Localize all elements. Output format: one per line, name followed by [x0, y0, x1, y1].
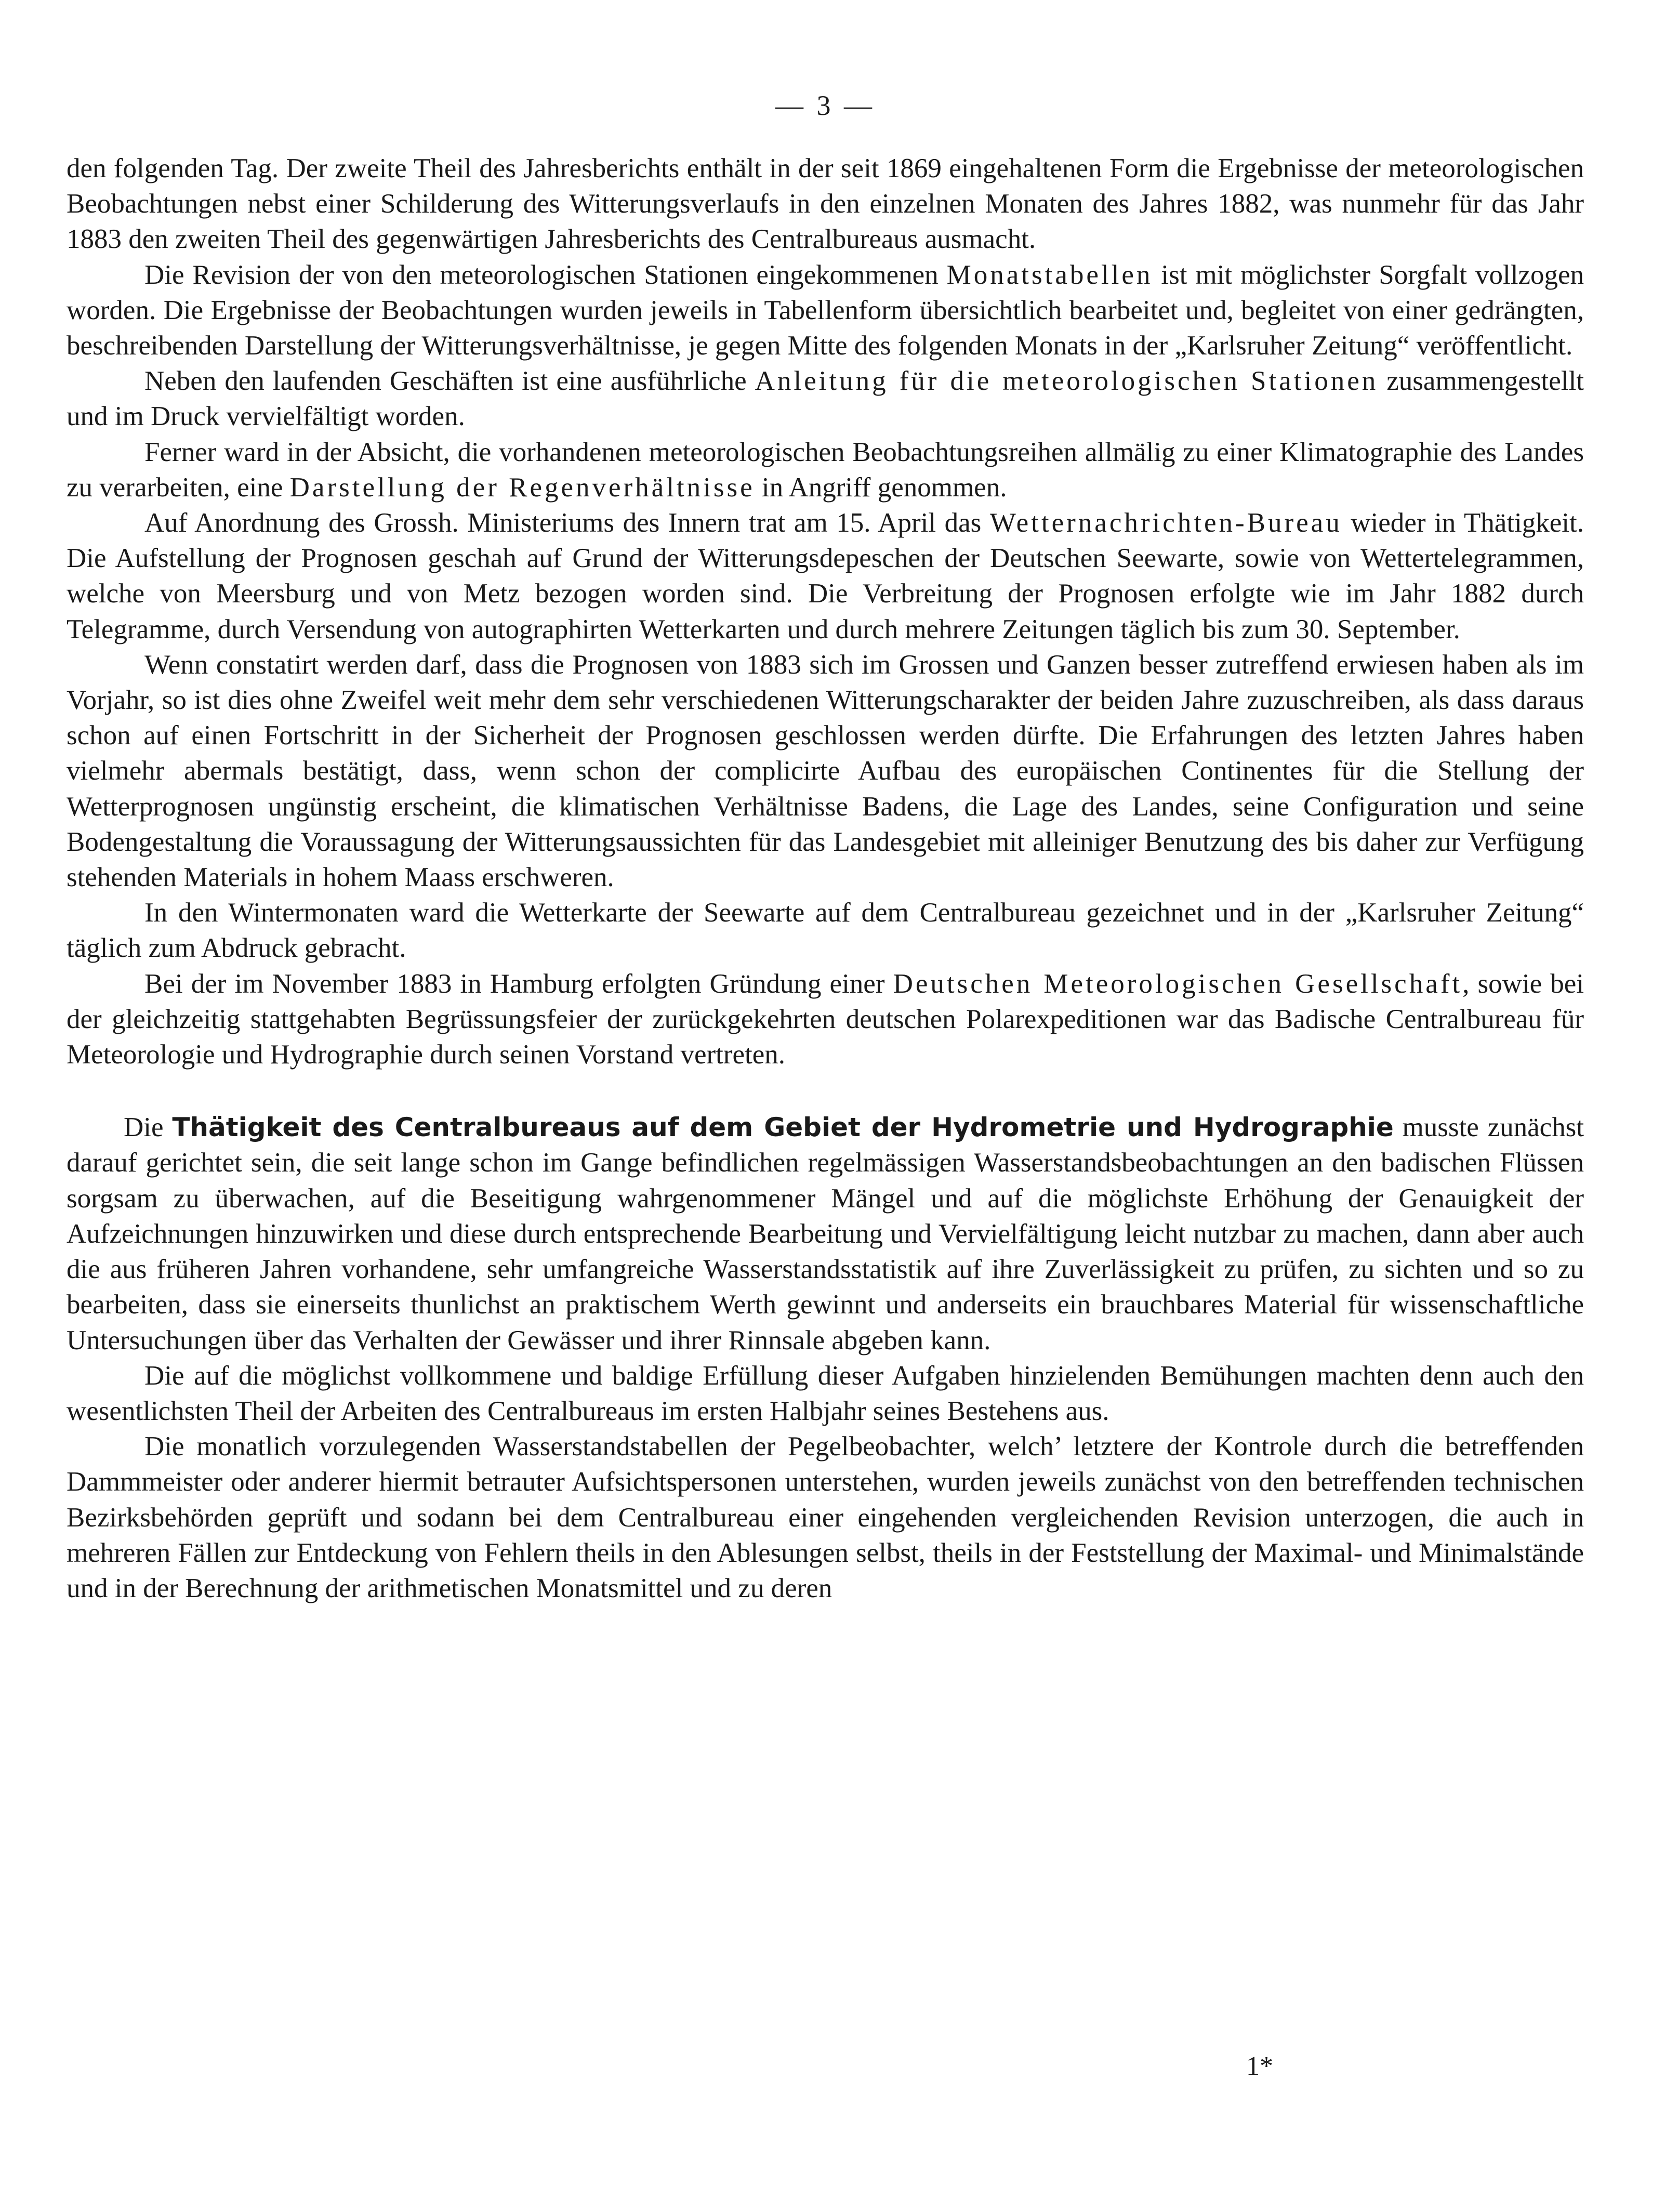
signature-mark: 1*: [1246, 2051, 1273, 2081]
paragraph-7: In den Wintermonaten ward die Wetterkarte der Seewarte auf dem Centralbureau gezeichnet und in der „Karlsruher Zeitung“ täglich zum Abdruck gebracht.: [67, 898, 1584, 964]
paragraph-2-text-after: ist mit möglichster Sorgfalt vollzogen worden. Die Ergebnisse der Beobachtungen wurden jeweils in Tabellenform übersichtlich bearbeitet und, begleitet von einer gedrängten, beschreibenden Darstellung der Witterungsverhältnisse, je gegen Mitte des folgenden Monats in der „Karlsruher Zeitung“ veröffentlicht.: [67, 259, 1584, 361]
paragraph-2: [67, 257, 1584, 364]
paragraph-2-text-before: Die Revision der von den meteorologischen Stationen eingekommenen: [144, 259, 947, 290]
paragraph-5: [67, 505, 1584, 647]
paragraph-9: [67, 1110, 1584, 1358]
paragraph-10: Die auf die möglichst vollkommene und baldige Erfüllung dieser Aufgaben hinzielenden Bemühungen machten denn auch den wesentlichsten Theil der Arbeiten des Centralbureaus im ersten Halbjahr seines Bestehens aus.: [67, 1360, 1584, 1426]
paragraph-4-text-after: in Angriff genommen.: [755, 472, 1007, 503]
paragraph-3-text-before: Neben den laufenden Geschäften ist eine ausführliche: [144, 366, 755, 397]
paragraph-3: [67, 363, 1584, 434]
paragraph-3-emphasis: Anleitung für die meteorologischen Stationen: [755, 366, 1379, 397]
paragraph-8-text-after: , sowie bei der gleichzeitig stattgehabten Begrüssungsfeier der zurückgekehrten deutschen Polarexpeditionen war das Badische Centralbureau für Meteorologie und Hydrographie durch seinen Vorstand vertreten.: [67, 968, 1584, 1070]
paragraph-9-text-after: musste zunächst darauf gerichtet sein, die seit lange schon im Gange befindlichen regelmässigen Wasserstandsbeobachtungen an den badischen Flüssen sorgsam zu überwachen, auf die Beseitigung wahrgenommener Mängel und auf die möglichste Erhöhung der Genauigkeit der Aufzeichnungen hinzuwirken und diese durch entsprechende Bearbeitung und Vervielfältigung leicht nutzbar zu machen, dann aber auch die aus früheren Jahren vorhandene, sehr umfangreiche Wasserstandsstatistik auf ihre Zuverlässigkeit zu prüfen, zu sichten und so zu bearbeiten, dass sie einerseits thunlichst an praktischem Werth gewinnt und anderseits ein brauchbares Material für wissenschaftliche Untersuchungen über das Verhalten der Gewässer und ihrer Rinnsale abgeben kann.: [67, 1112, 1584, 1355]
paragraph-4-emphasis: Darstellung der Regenverhältnisse: [289, 472, 755, 503]
paragraph-3-text-after: zusammengestellt und im Druck vervielfältigt worden.: [67, 366, 1584, 432]
body-text: [67, 151, 1584, 1606]
paragraph-8: [67, 966, 1584, 1073]
paragraph-5-text-before: Auf Anordnung des Grossh. Ministeriums des Innern trat am 15. April das: [144, 508, 990, 538]
paragraph-4: [67, 434, 1584, 505]
paragraph-9-text-before: Die: [124, 1112, 173, 1143]
paragraph-8-emphasis: Deutschen Meteorologischen Gesellschaft: [893, 968, 1463, 999]
paragraph-5-text-after: wieder in Thätigkeit. Die Aufstellung der Prognosen geschah auf Grund der Witterungsdepeschen der Deutschen Seewarte, sowie von Wettertelegrammen, welche von Meersburg und von Metz bezogen worden sind. Die Verbreitung der Prognosen erfolgte wie im Jahr 1882 durch Telegramme, durch Versendung von autographirten Wetterkarten und durch mehrere Zeitungen täglich bis zum 30. September.: [67, 508, 1584, 644]
page-number: — 3 —: [775, 90, 875, 121]
paragraph-2-emphasis: Monatstabellen: [946, 259, 1153, 290]
paragraph-4-text-before: Ferner ward in der Absicht, die vorhandenen meteorologischen Beobachtungsreihen allmälig zu einer Klimatographie des Landes zu verarbeiten, eine: [67, 437, 1584, 503]
paragraph-8-text-before: Bei der im November 1883 in Hamburg erfolgten Gründung einer: [144, 968, 893, 999]
paragraph-6: Wenn constatirt werden darf, dass die Prognosen von 1883 sich im Grossen und Ganzen besser zutreffend erwiesen haben als im Vorjahr, so ist dies ohne Zweifel weit mehr dem sehr verschiedenen Witterungscharakter der beiden Jahre zuzuschreiben, als dass daraus schon auf einen Fortschritt in der Sicherheit der Prognosen geschlossen werden dürfte. Die Erfahrungen des letzten Jahres haben vielmehr abermals bestätigt, dass, wenn schon der complicirte Aufbau des europäischen Continentes für die Stellung der Wetterprognosen ungünstig erscheint, die klimatischen Verhältnisse Badens, die Lage des Landes, seine Configuration und seine Bodengestaltung die Voraussagung der Witterungsaussichten für das Landesgebiet mit alleiniger Benutzung des bis daher zur Verfügung stehenden Materials in hohem Maass erschweren.: [67, 649, 1584, 893]
paragraph-11: Die monatlich vorzulegenden Wasserstandstabellen der Pegelbeobachter, welch’ letztere der Kontrole durch die betreffenden Dammmeister oder anderer hiermit betrauter Aufsichtspersonen unterstehen, wurden jeweils zunächst von den betreffenden technischen Bezirksbehörden geprüft und sodann bei dem Centralbureau einer eingehenden vergleichenden Revision unterzogen, die auch in mehreren Fällen zur Entdeckung von Fehlern theils in den Ablesungen selbst, theils in der Feststellung der Maximal- und Minimalstände und in der Berechnung der arithmetischen Monatsmittel und zu deren: [67, 1431, 1584, 1603]
paragraph-5-emphasis: Wetternachrichten-Bureau: [989, 508, 1342, 538]
paragraph-1: den folgenden Tag. Der zweite Theil des Jahresberichts enthält in der seit 1869 eingehaltenen Form die Ergebnisse der meteorologischen Beobachtungen nebst einer Schilderung des Witterungsverlaufs in den einzelnen Monaten des Jahres 1882, was nunmehr für das Jahr 1883 den zweiten Theil des gegenwärtigen Jahresberichts des Centralbureaus ausmacht.: [67, 153, 1584, 255]
section-heading-hydrometrie: Thätigkeit des Centralbureaus auf dem Gebiet der Hydrometrie und Hydrographie: [172, 1112, 1394, 1143]
